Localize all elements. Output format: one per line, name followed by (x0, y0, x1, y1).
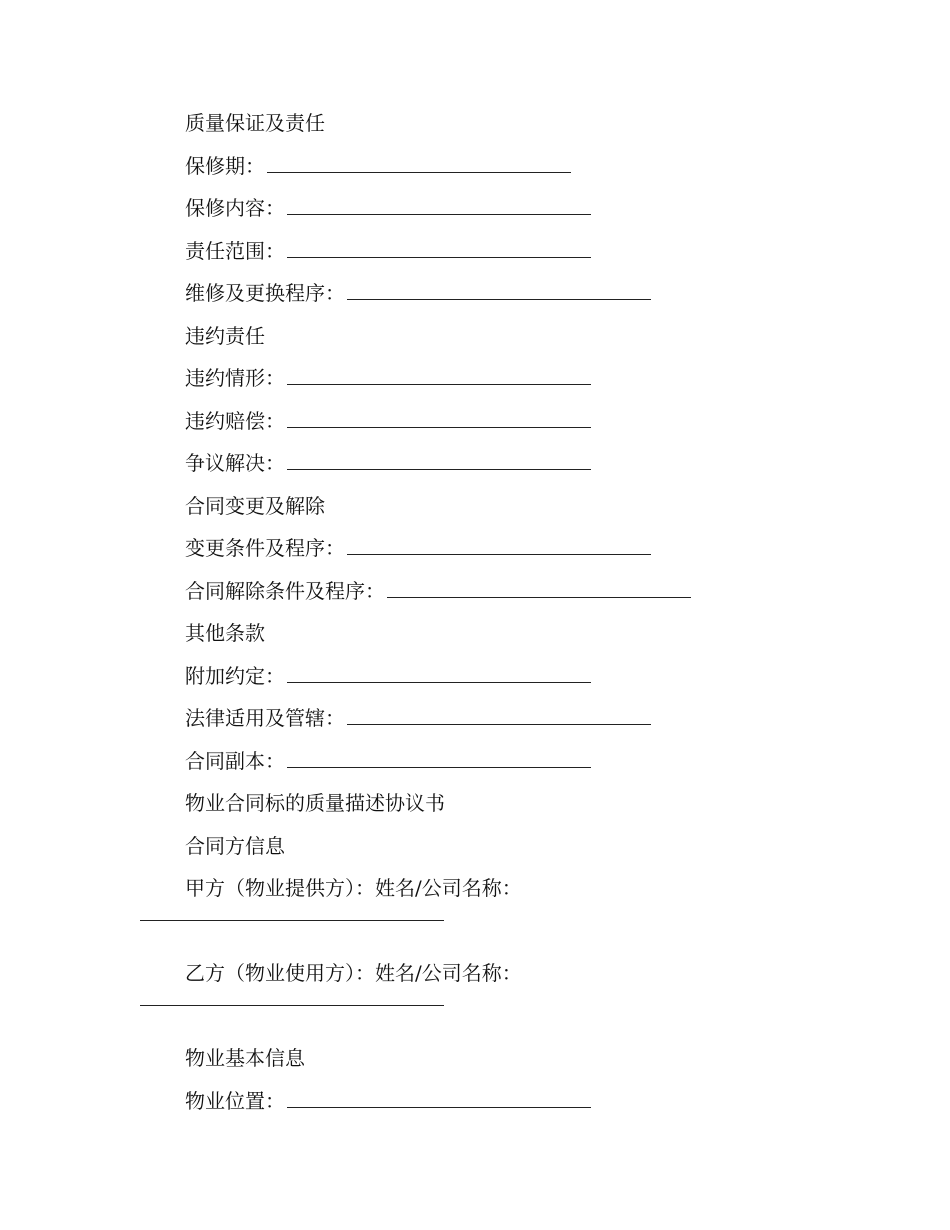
field-label: 变更条件及程序： (185, 536, 345, 560)
fill-in-blank[interactable] (287, 451, 591, 470)
fill-in-blank[interactable] (287, 366, 591, 385)
field-contract-copies (0, 740, 950, 783)
field-label: 违约赔偿： (185, 408, 285, 433)
fill-in-blank[interactable] (287, 196, 591, 215)
fill-in-blank[interactable] (387, 579, 691, 598)
field-applicable-law (0, 697, 950, 740)
fill-in-blank[interactable] (267, 154, 571, 173)
field-repair-procedure (0, 272, 950, 315)
field-breach-situation (0, 357, 950, 400)
section-heading-property: 物业基本信息 (185, 1046, 305, 1070)
fill-in-blank[interactable] (347, 706, 651, 725)
party-b-line (0, 995, 950, 1038)
fill-in-blank[interactable] (347, 281, 651, 300)
field-warranty-period (0, 145, 950, 188)
field-label: 物业位置： (185, 1088, 285, 1113)
section-heading-other: 其他条款 (185, 621, 265, 645)
field-label: 合同解除条件及程序： (185, 578, 385, 603)
field-label: 保修内容： (185, 196, 285, 220)
agreement-title: 物业合同标的质量描述协议书 (185, 791, 445, 815)
fill-in-blank[interactable] (347, 536, 651, 555)
field-label: 争议解决： (185, 451, 285, 475)
fill-in-blank[interactable] (287, 409, 591, 428)
field-property-location (0, 1080, 950, 1123)
field-termination-conditions (0, 570, 950, 613)
field-liability-scope (0, 230, 950, 273)
party-a-line (0, 910, 950, 953)
section-heading-parties: 合同方信息 (185, 833, 285, 858)
fill-in-blank[interactable] (287, 749, 591, 768)
field-additional-terms (0, 655, 950, 698)
field-breach-compensation (0, 400, 950, 443)
section-heading-breach: 违约责任 (185, 323, 265, 348)
field-label: 保修期： (185, 153, 265, 178)
field-label: 违约情形： (185, 366, 285, 390)
field-label: 附加约定： (185, 663, 285, 688)
field-warranty-content (0, 187, 950, 230)
field-label: 法律适用及管辖： (185, 706, 345, 730)
fill-in-blank[interactable] (287, 1089, 591, 1108)
field-label: 维修及更换程序： (185, 281, 345, 305)
section-heading-change: 合同变更及解除 (185, 493, 325, 518)
party-a-label: 甲方（物业提供方）：姓名/公司名称： (185, 876, 522, 900)
fill-in-blank[interactable] (140, 920, 444, 921)
field-dispute-resolution (0, 442, 950, 485)
fill-in-blank[interactable] (140, 1005, 444, 1006)
section-heading-quality: 质量保证及责任 (185, 111, 325, 135)
field-label: 责任范围： (185, 238, 285, 263)
party-b-label: 乙方（物业使用方）：姓名/公司名称： (185, 961, 522, 985)
field-change-conditions (0, 527, 950, 570)
field-label: 合同副本： (185, 748, 285, 773)
fill-in-blank[interactable] (287, 239, 591, 258)
fill-in-blank[interactable] (287, 664, 591, 683)
